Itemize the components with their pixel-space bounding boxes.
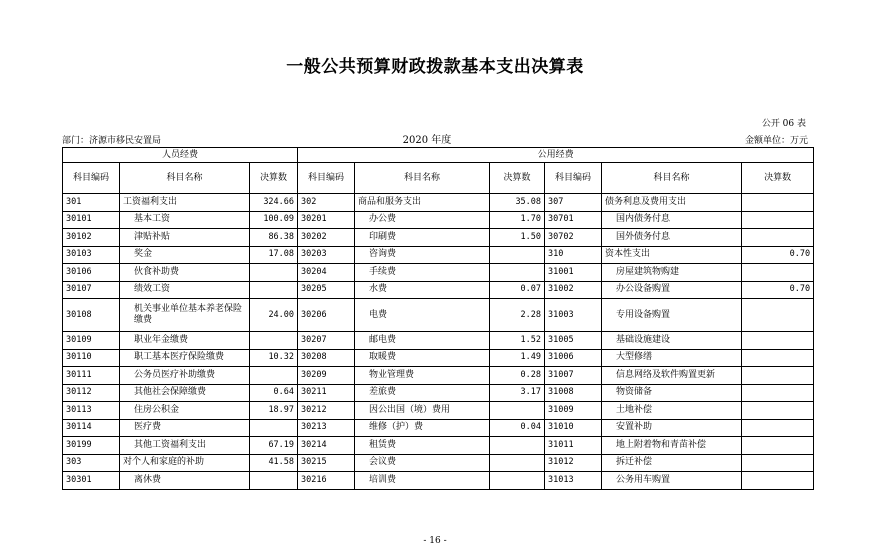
name-cell: 印刷费 xyxy=(355,229,490,247)
name-cell: 医疗费 xyxy=(120,419,250,437)
name-cell: 信息网络及软件购置更新 xyxy=(602,367,742,385)
name-cell: 住房公积金 xyxy=(120,402,250,420)
amount-cell xyxy=(490,454,545,472)
table-row xyxy=(63,367,814,385)
code-cell: 31008 xyxy=(545,384,602,402)
amount-cell xyxy=(742,419,814,437)
code-cell: 30199 xyxy=(63,437,120,455)
code-cell: 30209 xyxy=(298,367,355,385)
code-cell: 31011 xyxy=(545,437,602,455)
name-cell: 绩效工资 xyxy=(120,281,250,299)
code-cell: 30208 xyxy=(298,349,355,367)
amount-cell xyxy=(742,332,814,350)
code-cell: 30102 xyxy=(63,229,120,247)
amount-cell xyxy=(742,211,814,229)
amount-cell xyxy=(490,437,545,455)
amount-cell xyxy=(490,264,545,282)
expenditure-table xyxy=(62,147,814,490)
header-code: 科目编码 xyxy=(298,163,355,194)
code-cell: 30702 xyxy=(545,229,602,247)
code-cell: 30113 xyxy=(63,402,120,420)
code-cell: 30203 xyxy=(298,246,355,264)
name-cell: 邮电费 xyxy=(355,332,490,350)
amount-cell xyxy=(250,419,298,437)
group-public: 公用经费 xyxy=(298,148,814,163)
department-label: 部门：济源市移民安置局 xyxy=(62,136,162,146)
code-cell: 30108 xyxy=(63,299,120,332)
name-cell: 职工基本医疗保险缴费 xyxy=(120,349,250,367)
amount-cell: 10.32 xyxy=(250,349,298,367)
table-row xyxy=(63,454,814,472)
amount-cell xyxy=(742,299,814,332)
name-cell: 机关事业单位基本养老保险缴费 xyxy=(120,299,250,332)
code-cell: 31005 xyxy=(545,332,602,350)
code-cell: 31007 xyxy=(545,367,602,385)
name-cell: 资本性支出 xyxy=(602,246,742,264)
table-row xyxy=(63,229,814,247)
table-row xyxy=(63,246,814,264)
page-number: - 16 - xyxy=(423,536,447,546)
year-label: 2020 年度 xyxy=(402,135,452,146)
name-cell: 其他社会保障缴费 xyxy=(120,384,250,402)
name-cell: 咨询费 xyxy=(355,246,490,264)
form-tag: 公开 06 表 xyxy=(761,119,806,129)
code-cell: 302 xyxy=(298,194,355,212)
code-cell: 31013 xyxy=(545,472,602,490)
group-personnel: 人员经费 xyxy=(63,148,298,163)
code-cell: 30106 xyxy=(63,264,120,282)
amount-cell xyxy=(742,194,814,212)
amount-cell: 0.07 xyxy=(490,281,545,299)
code-cell: 31001 xyxy=(545,264,602,282)
amount-cell: 0.70 xyxy=(742,246,814,264)
code-cell: 31009 xyxy=(545,402,602,420)
table-row xyxy=(63,332,814,350)
code-cell: 30103 xyxy=(63,246,120,264)
name-cell: 办公设备购置 xyxy=(602,281,742,299)
code-cell: 30207 xyxy=(298,332,355,350)
name-cell: 物业管理费 xyxy=(355,367,490,385)
header-code: 科目编码 xyxy=(63,163,120,194)
amount-cell: 0.28 xyxy=(490,367,545,385)
name-cell: 取暖费 xyxy=(355,349,490,367)
name-cell: 租赁费 xyxy=(355,437,490,455)
name-cell: 因公出国（境）费用 xyxy=(355,402,490,420)
amount-cell: 1.70 xyxy=(490,211,545,229)
name-cell: 水费 xyxy=(355,281,490,299)
table-row xyxy=(63,264,814,282)
amount-cell: 35.08 xyxy=(490,194,545,212)
header-name: 科目名称 xyxy=(120,163,250,194)
amount-cell: 41.58 xyxy=(250,454,298,472)
amount-cell: 86.38 xyxy=(250,229,298,247)
code-cell: 30101 xyxy=(63,211,120,229)
table-row xyxy=(63,299,814,332)
code-cell: 303 xyxy=(63,454,120,472)
code-cell: 30211 xyxy=(298,384,355,402)
table-row xyxy=(63,211,814,229)
amount-cell xyxy=(250,367,298,385)
header-amount: 决算数 xyxy=(742,163,814,194)
code-cell: 31010 xyxy=(545,419,602,437)
amount-cell: 17.08 xyxy=(250,246,298,264)
page-title: 一般公共预算财政拨款基本支出决算表 xyxy=(286,57,584,77)
code-cell: 30216 xyxy=(298,472,355,490)
code-cell: 30212 xyxy=(298,402,355,420)
amount-cell xyxy=(490,402,545,420)
amount-cell: 324.66 xyxy=(250,194,298,212)
name-cell: 国外债务付息 xyxy=(602,229,742,247)
name-cell: 奖金 xyxy=(120,246,250,264)
name-cell: 大型修缮 xyxy=(602,349,742,367)
amount-cell xyxy=(742,454,814,472)
code-cell: 30701 xyxy=(545,211,602,229)
code-cell: 31006 xyxy=(545,349,602,367)
code-cell: 30110 xyxy=(63,349,120,367)
amount-cell xyxy=(742,437,814,455)
name-cell: 工资福利支出 xyxy=(120,194,250,212)
code-cell: 31003 xyxy=(545,299,602,332)
amount-cell: 24.00 xyxy=(250,299,298,332)
header-name: 科目名称 xyxy=(355,163,490,194)
table-row xyxy=(63,419,814,437)
amount-cell: 2.28 xyxy=(490,299,545,332)
name-cell: 基础设施建设 xyxy=(602,332,742,350)
code-cell: 30107 xyxy=(63,281,120,299)
name-cell: 安置补助 xyxy=(602,419,742,437)
code-cell: 30202 xyxy=(298,229,355,247)
name-cell: 离休费 xyxy=(120,472,250,490)
meta-bar xyxy=(62,133,812,146)
amount-cell xyxy=(742,384,814,402)
code-cell: 307 xyxy=(545,194,602,212)
amount-cell xyxy=(742,264,814,282)
name-cell: 土地补偿 xyxy=(602,402,742,420)
amount-cell: 1.52 xyxy=(490,332,545,350)
name-cell: 办公费 xyxy=(355,211,490,229)
code-cell: 30213 xyxy=(298,419,355,437)
header-code: 科目编码 xyxy=(545,163,602,194)
table-row xyxy=(63,349,814,367)
amount-cell: 0.70 xyxy=(742,281,814,299)
table-row xyxy=(63,437,814,455)
code-cell: 31012 xyxy=(545,454,602,472)
amount-cell xyxy=(742,229,814,247)
name-cell: 会议费 xyxy=(355,454,490,472)
name-cell: 地上附着物和青苗补偿 xyxy=(602,437,742,455)
name-cell: 公务用车购置 xyxy=(602,472,742,490)
name-cell: 津贴补贴 xyxy=(120,229,250,247)
code-cell: 30112 xyxy=(63,384,120,402)
code-cell: 30201 xyxy=(298,211,355,229)
code-cell: 30214 xyxy=(298,437,355,455)
name-cell: 职业年金缴费 xyxy=(120,332,250,350)
name-cell: 差旅费 xyxy=(355,384,490,402)
header-amount: 决算数 xyxy=(250,163,298,194)
name-cell: 拆迁补偿 xyxy=(602,454,742,472)
name-cell: 电费 xyxy=(355,299,490,332)
name-cell: 对个人和家庭的补助 xyxy=(120,454,250,472)
amount-cell xyxy=(742,402,814,420)
code-cell: 31002 xyxy=(545,281,602,299)
name-cell: 公务员医疗补助缴费 xyxy=(120,367,250,385)
amount-cell xyxy=(250,281,298,299)
code-cell: 30215 xyxy=(298,454,355,472)
code-cell: 30301 xyxy=(63,472,120,490)
name-cell: 商品和服务支出 xyxy=(355,194,490,212)
name-cell: 伙食补助费 xyxy=(120,264,250,282)
code-cell: 30204 xyxy=(298,264,355,282)
amount-cell: 18.97 xyxy=(250,402,298,420)
table-row xyxy=(63,281,814,299)
amount-cell: 0.64 xyxy=(250,384,298,402)
name-cell: 国内债务付息 xyxy=(602,211,742,229)
code-cell: 30206 xyxy=(298,299,355,332)
table-row xyxy=(63,194,814,212)
amount-cell xyxy=(250,472,298,490)
code-cell: 310 xyxy=(545,246,602,264)
table-body xyxy=(63,194,814,490)
amount-cell xyxy=(250,264,298,282)
name-cell: 其他工资福利支出 xyxy=(120,437,250,455)
amount-cell xyxy=(742,472,814,490)
name-cell: 房屋建筑物购建 xyxy=(602,264,742,282)
header-name: 科目名称 xyxy=(602,163,742,194)
code-cell: 301 xyxy=(63,194,120,212)
name-cell: 物资储备 xyxy=(602,384,742,402)
code-cell: 30109 xyxy=(63,332,120,350)
amount-cell xyxy=(742,367,814,385)
amount-cell xyxy=(490,246,545,264)
name-cell: 维修（护）费 xyxy=(355,419,490,437)
header-amount: 决算数 xyxy=(490,163,545,194)
table-row xyxy=(63,472,814,490)
amount-cell: 0.04 xyxy=(490,419,545,437)
name-cell: 基本工资 xyxy=(120,211,250,229)
name-cell: 手续费 xyxy=(355,264,490,282)
amount-cell xyxy=(250,332,298,350)
name-cell: 债务利息及费用支出 xyxy=(602,194,742,212)
table-row xyxy=(63,402,814,420)
amount-cell: 1.49 xyxy=(490,349,545,367)
name-cell: 培训费 xyxy=(355,472,490,490)
code-cell: 30111 xyxy=(63,367,120,385)
amount-cell: 67.19 xyxy=(250,437,298,455)
code-cell: 30205 xyxy=(298,281,355,299)
amount-cell xyxy=(490,472,545,490)
code-cell: 30114 xyxy=(63,419,120,437)
amount-cell: 100.09 xyxy=(250,211,298,229)
unit-label: 金额单位：万元 xyxy=(744,136,808,146)
amount-cell: 1.50 xyxy=(490,229,545,247)
amount-cell: 3.17 xyxy=(490,384,545,402)
amount-cell xyxy=(742,349,814,367)
table-row xyxy=(63,384,814,402)
name-cell: 专用设备购置 xyxy=(602,299,742,332)
